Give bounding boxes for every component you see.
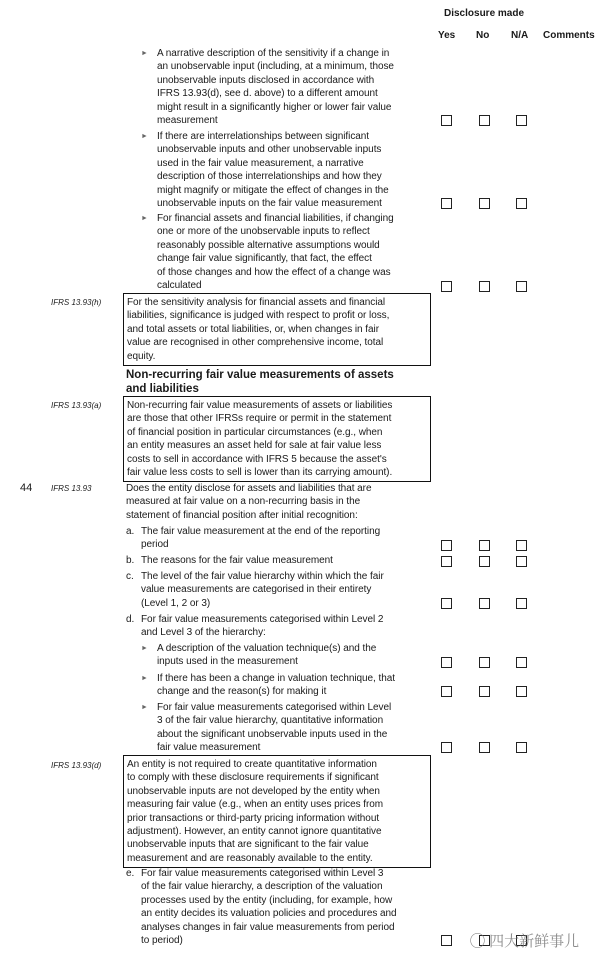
checkbox-no[interactable]: [479, 540, 490, 551]
item-text: For fair value measurements categorised within Level 3 of the fair value hierarchy, a description of the valuation processes used by the entity (including, for example, how an entity decides its valuation policies and procedures and analyses changes in fair value measurements from period to period): [141, 868, 397, 947]
checkbox-na[interactable]: [516, 281, 527, 292]
checkbox-no[interactable]: [479, 742, 490, 753]
guidance-box: Non-recurring fair value measurements of assets or liabilities are those that other IFRSs require or permit in the statement of financial position in particular circumstances (e.g., when an entity measures an asset held for sale at fair value less costs to sell in accordance with IFRS 5 because the asset's fair value less costs to sell is lower than its carrying amount).: [123, 396, 431, 482]
watermark: ◯ 四大新鲜事儿: [470, 933, 580, 950]
col-comments: Comments: [543, 30, 595, 41]
checkbox-yes[interactable]: [441, 935, 452, 946]
ifrs-reference: IFRS 13.93(a): [51, 401, 102, 410]
item-text: If there are interrelationships between significant unobservable inputs and other unobservable inputs used in the fair value measurement, a narrative description of those interrelationships and how they might magnify or mitigate the effect of changes in the unobservable inputs on the fair value measurement: [157, 131, 389, 210]
bullet-arrow-icon: ►: [141, 704, 148, 711]
checkbox-no[interactable]: [479, 686, 490, 697]
checkbox-yes[interactable]: [441, 556, 452, 567]
checkbox-na[interactable]: [516, 686, 527, 697]
checkbox-na[interactable]: [516, 198, 527, 209]
question-number: 44: [20, 482, 33, 494]
checkbox-yes[interactable]: [441, 598, 452, 609]
item-text: A narrative description of the sensitivity if a change in an unobservable input (including, at a minimum, those unobservable inputs disclosed in accordance with IFRS 13.93(d), see d. above) to a different amount might result in a significantly higher or lower fair value measurement: [157, 48, 394, 127]
item-label: b.: [126, 555, 135, 566]
watermark-text: 四大新鲜事儿: [489, 933, 580, 950]
question-text: Does the entity disclose for assets and liabilities that are measured at fair value on a non-recurring basis in the statement of financial position after initial recognition:: [126, 483, 372, 521]
bullet-arrow-icon: ►: [141, 50, 148, 57]
checkbox-no[interactable]: [479, 556, 490, 567]
ifrs-reference: IFRS 13.93(d): [51, 761, 102, 770]
item-text: The level of the fair value hierarchy within which the fair value measurements are categorised in their entirety (Level 1, 2 or 3): [141, 571, 384, 609]
item-text: If there has been a change in valuation technique, that change and the reason(s) for making it: [157, 673, 395, 698]
disclosure-made-header: Disclosure made: [444, 8, 525, 19]
checkbox-no[interactable]: [479, 115, 490, 126]
checkbox-yes[interactable]: [441, 742, 452, 753]
checkbox-yes[interactable]: [441, 115, 452, 126]
checkbox-yes[interactable]: [441, 540, 452, 551]
item-text: A description of the valuation technique(s) and the inputs used in the measurement: [157, 643, 377, 668]
bullet-arrow-icon: ►: [141, 133, 148, 140]
item-text: For fair value measurements categorised within Level 3 of the fair value hierarchy, quantitative information about the significant unobservable inputs used in the fair value measurement: [157, 702, 392, 754]
checkbox-na[interactable]: [516, 598, 527, 609]
item-text: The fair value measurement at the end of the reporting period: [141, 526, 381, 551]
item-text: The reasons for the fair value measurement: [141, 555, 333, 566]
checkbox-na[interactable]: [516, 657, 527, 668]
checkbox-no[interactable]: [479, 598, 490, 609]
bullet-arrow-icon: ►: [141, 675, 148, 682]
col-na: N/A: [511, 30, 529, 41]
checkbox-no[interactable]: [479, 281, 490, 292]
item-label: c.: [126, 571, 134, 582]
checkbox-no[interactable]: [479, 657, 490, 668]
checkbox-yes[interactable]: [441, 657, 452, 668]
checkbox-na[interactable]: [516, 540, 527, 551]
checkbox-na[interactable]: [516, 556, 527, 567]
item-label: e.: [126, 868, 135, 879]
col-no: No: [476, 30, 490, 41]
checkbox-yes[interactable]: [441, 281, 452, 292]
guidance-box: For the sensitivity analysis for financial assets and financial liabilities, significance is judged with respect to profit or loss, and total assets or total liabilities, or, when changes in fair value are recognised in other comprehensive income, total equity.: [123, 293, 431, 366]
bullet-arrow-icon: ►: [141, 215, 148, 222]
checkbox-na[interactable]: [516, 742, 527, 753]
bullet-arrow-icon: ►: [141, 645, 148, 652]
ifrs-reference: IFRS 13.93: [51, 484, 92, 493]
col-yes: Yes: [438, 30, 456, 41]
guidance-box: An entity is not required to create quantitative information to comply with these disclosure requirements if significant unobservable inputs are not developed by the entity when measuring fair value (e.g., when an entity uses prices from prior transactions or third-party pricing information without adjustment). However, an entity cannot ignore quantitative unobservable inputs that are significant to the fair value measurement and are reasonably available to the entity.: [123, 755, 431, 868]
item-label: a.: [126, 526, 135, 537]
checkbox-yes[interactable]: [441, 686, 452, 697]
section-heading: Non-recurring fair value measurements of assets and liabilities: [126, 369, 394, 395]
checkbox-no[interactable]: [479, 198, 490, 209]
ifrs-reference: IFRS 13.93(h): [51, 298, 102, 307]
checkbox-yes[interactable]: [441, 198, 452, 209]
checkbox-na[interactable]: [516, 115, 527, 126]
item-text: For fair value measurements categorised within Level 2 and Level 3 of the hierarchy:: [141, 614, 384, 639]
item-text: For financial assets and financial liabilities, if changing one or more of the unobservable inputs to reflect reasonably possible alternative assumptions would change fair value significantly, that fact, the effect of those changes and how the effect of a change was calculated: [157, 213, 394, 292]
item-label: d.: [126, 614, 135, 625]
